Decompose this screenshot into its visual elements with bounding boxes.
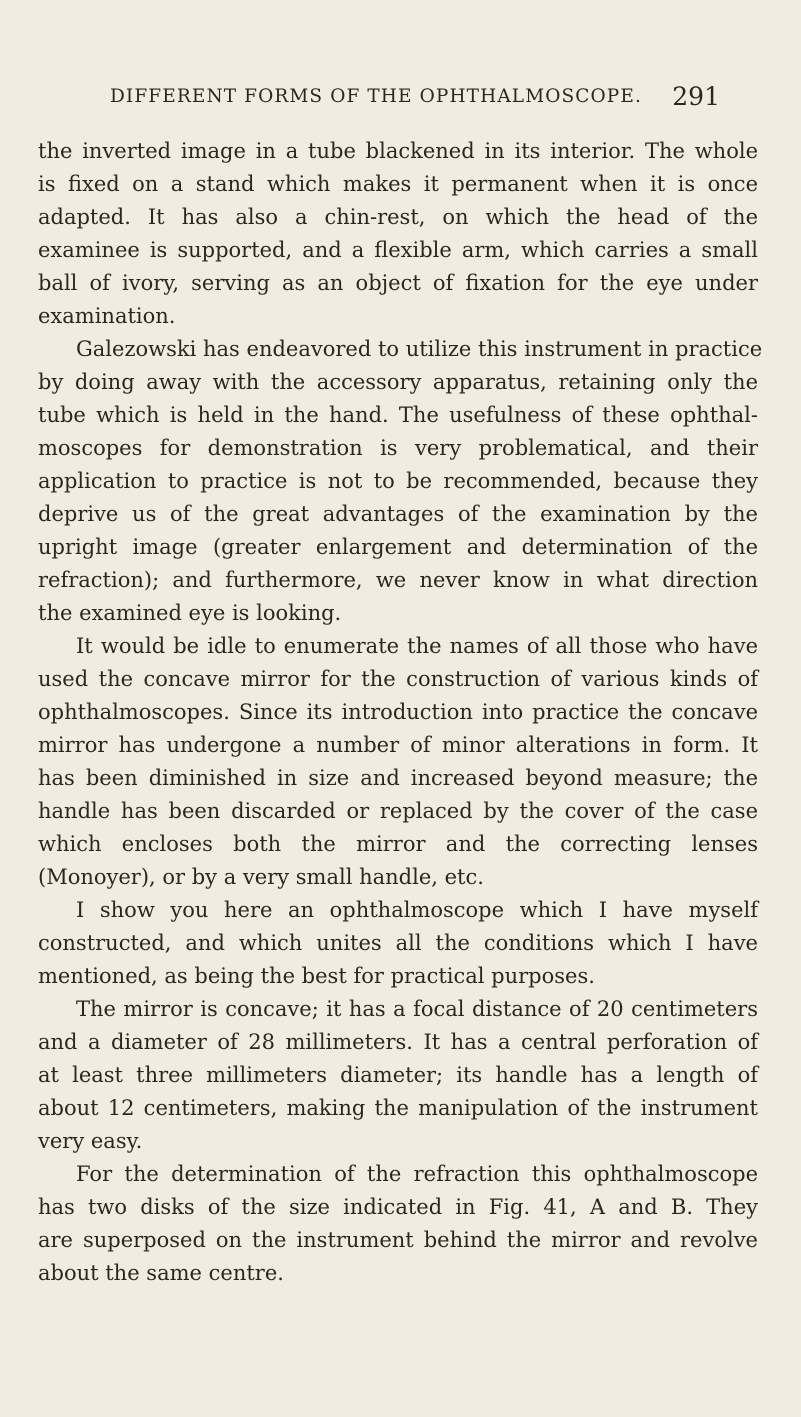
text-line: examination. — [38, 304, 176, 328]
text-line: adapted. It has also a chin-rest, on which the head of the — [38, 205, 758, 229]
text-line: For the determination of the refraction this ophthalmoscope — [76, 1162, 758, 1186]
text-line: and a diameter of 28 millimeters. It has a central perforation of — [38, 1030, 758, 1054]
text-line: which encloses both the mirror and the correcting lenses — [38, 832, 758, 856]
text-line: upright image (greater enlargement and determination of the — [38, 535, 758, 559]
text-line: moscopes for demonstration is very problematical, and their — [38, 436, 758, 460]
text-line: used the concave mirror for the construction of various kinds of — [38, 667, 758, 691]
text-line: It would be idle to enumerate the names of all those who have — [76, 634, 758, 658]
text-line: I show you here an ophthalmoscope which I have myself — [76, 898, 758, 922]
text-line: the examined eye is looking. — [38, 601, 342, 625]
page-number: 291 — [672, 82, 720, 111]
body-text — [38, 135, 763, 1290]
text-line: the inverted image in a tube blackened in its interior. The whole — [38, 139, 758, 163]
text-line: at least three millimeters diameter; its handle has a length of — [38, 1063, 758, 1087]
text-line: has been diminished in size and increased beyond measure; the — [38, 766, 758, 790]
text-line: handle has been discarded or replaced by the cover of the case — [38, 799, 758, 823]
running-head — [100, 82, 720, 112]
text-line: is fixed on a stand which makes it permanent when it is once — [38, 172, 758, 196]
text-line: about 12 centimeters, making the manipulation of the instrument — [38, 1096, 758, 1120]
text-line: tube which is held in the hand. The usefulness of these ophthal- — [38, 403, 758, 427]
text-line: refraction); and furthermore, we never know in what direction — [38, 568, 758, 592]
text-line: examinee is supported, and a flexible arm, which carries a small — [38, 238, 758, 262]
running-title: DIFFERENT FORMS OF THE OPHTHALMOSCOPE. — [110, 86, 642, 107]
text-line: deprive us of the great advantages of the examination by the — [38, 502, 758, 526]
text-line: constructed, and which unites all the conditions which I have — [38, 931, 758, 955]
text-line: The mirror is concave; it has a focal distance of 20 centimeters — [76, 997, 758, 1021]
text-line: has two disks of the size indicated in Fig. 41, A and B. They — [38, 1195, 758, 1219]
text-line: are superposed on the instrument behind the mirror and revolve — [38, 1228, 758, 1252]
text-line: (Monoyer), or by a very small handle, etc. — [38, 865, 484, 889]
text-line: very easy. — [38, 1129, 143, 1153]
text-line: mentioned, as being the best for practical purposes. — [38, 964, 595, 988]
text-line: application to practice is not to be recommended, because they — [38, 469, 758, 493]
text-line: by doing away with the accessory apparatus, retaining only the — [38, 370, 758, 394]
text-line: mirror has undergone a number of minor alterations in form. It — [38, 733, 758, 757]
text-line: Galezowski has endeavored to utilize this instrument in practice — [76, 337, 763, 361]
text-line: ophthalmoscopes. Since its introduction into practice the concave — [38, 700, 758, 724]
text-line: about the same centre. — [38, 1261, 284, 1285]
text-line: ball of ivory, serving as an object of fixation for the eye under — [38, 271, 758, 295]
